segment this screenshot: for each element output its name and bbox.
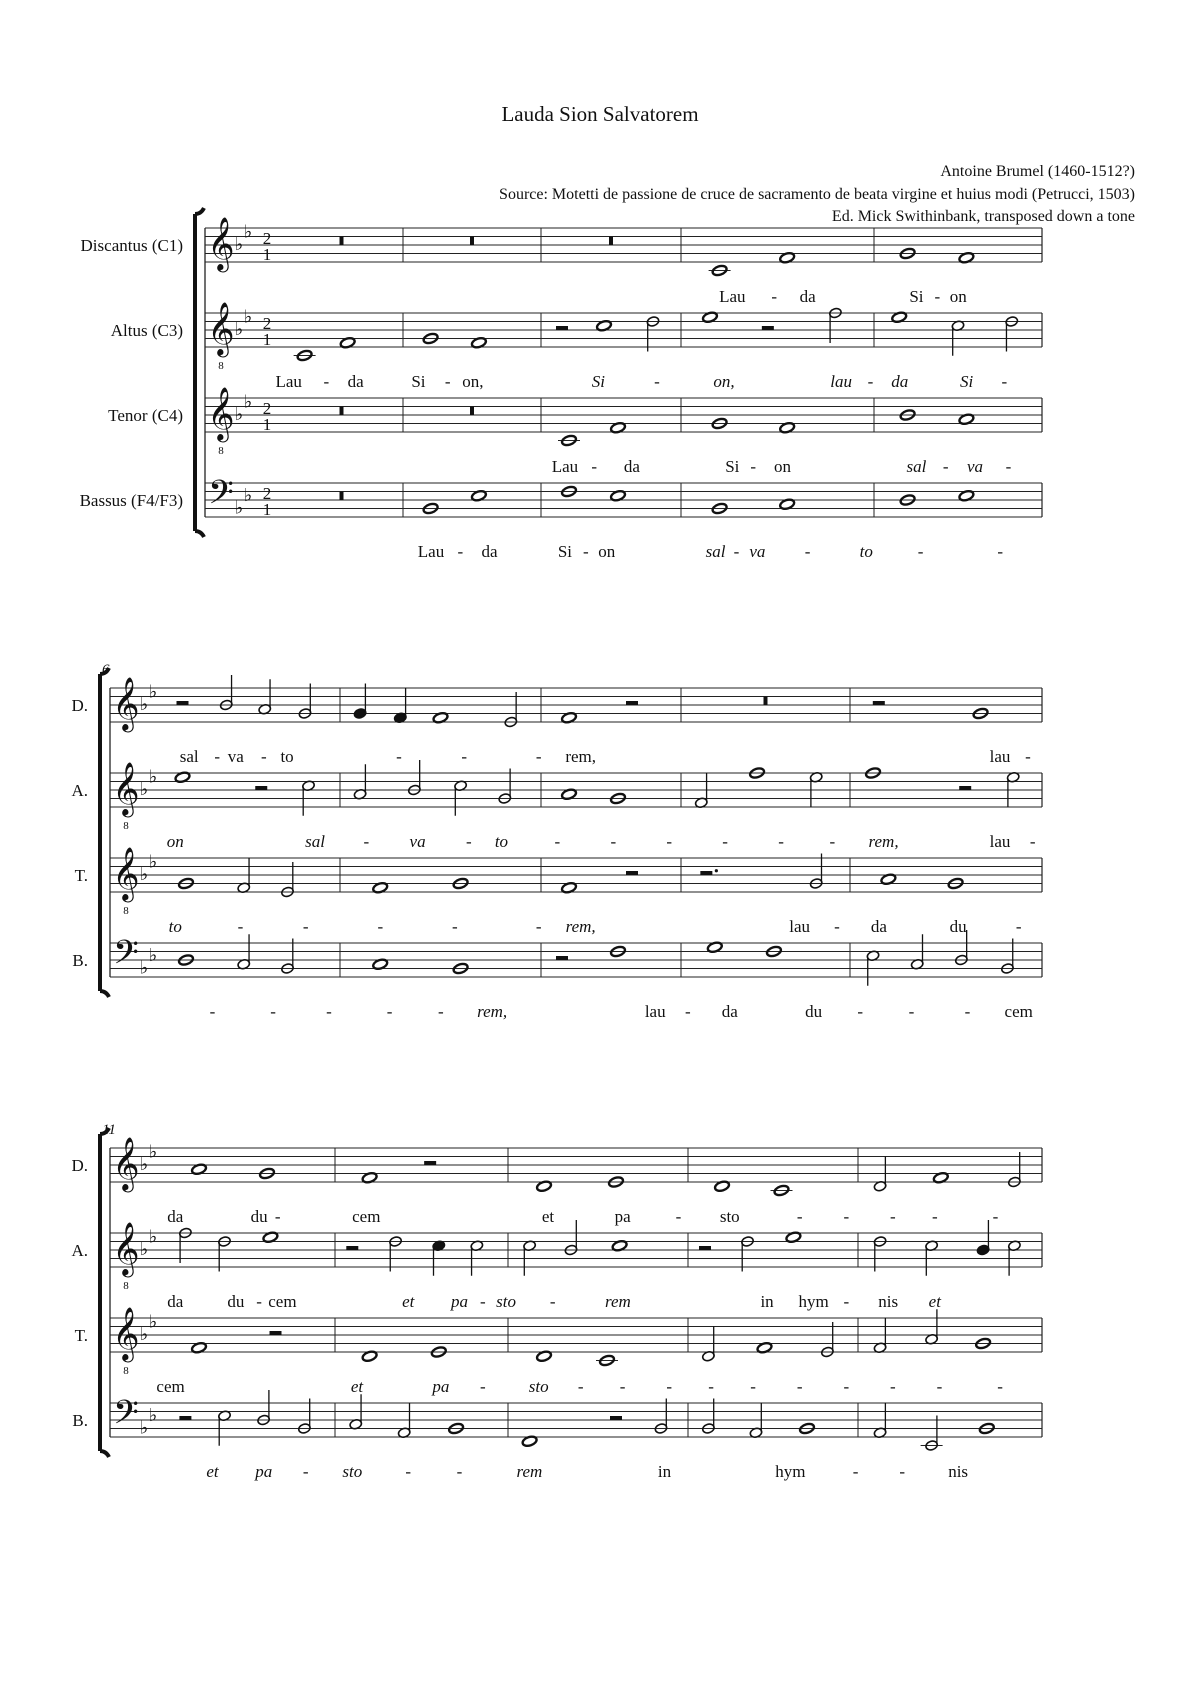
breve-rest	[470, 407, 474, 416]
lyric-syllable: nis	[948, 1462, 969, 1481]
bass-clef-icon: 𝄢	[113, 934, 139, 979]
system-bracket	[100, 668, 109, 997]
lyric-syllable: -	[796, 1377, 803, 1396]
flat-sign-icon: ♭	[139, 779, 149, 799]
lyric-syllable: -	[964, 1002, 971, 1021]
lyric-syllable: -	[931, 1207, 938, 1226]
lyric-syllable: -	[750, 1377, 756, 1396]
lyric-syllable: du	[805, 1002, 823, 1021]
lyric-syllable: -	[936, 1377, 943, 1396]
lyric-syllable: -	[209, 1002, 216, 1021]
instrument-name: Altus (C3)	[110, 321, 183, 340]
half-rest	[424, 1161, 436, 1165]
lyric-syllable: to	[859, 542, 873, 561]
lyric-syllable: to	[494, 832, 509, 851]
breve-rest	[340, 492, 344, 501]
lyric-syllable: da	[721, 1002, 738, 1021]
lyric-syllable: -	[535, 917, 542, 936]
lyric-syllable: Lau	[417, 542, 445, 561]
composer-credit: Antoine Brumel (1460-1512?)	[940, 163, 1135, 180]
lyric-syllable: -	[654, 372, 660, 391]
lyric-syllable: sto	[496, 1292, 517, 1311]
lyric-syllable: sto	[719, 1207, 740, 1226]
flat-sign-icon: ♭	[234, 319, 244, 339]
lyric-syllable: -	[396, 747, 402, 766]
lyric-syllable: da	[870, 917, 887, 936]
lyric-syllable: va	[227, 747, 244, 766]
lyric-syllable: -	[834, 917, 840, 936]
lyric-syllable: -	[444, 372, 451, 391]
lyric-syllable: -	[1015, 917, 1022, 936]
flat-sign-icon: ♭	[139, 1154, 149, 1174]
lyric-syllable: -	[323, 372, 330, 391]
lyric-syllable: -	[554, 832, 561, 851]
flat-sign-icon: ♭	[148, 681, 158, 702]
staff	[108, 387, 1042, 476]
flat-sign-icon: ♭	[148, 851, 158, 872]
lyric-syllable: -	[479, 1377, 486, 1396]
staff	[71, 760, 1042, 851]
bass-clef-icon: 𝄢	[113, 1394, 139, 1439]
staff	[71, 1220, 1042, 1311]
lyric-syllable: on	[949, 287, 967, 306]
lyric-syllable: lau	[989, 747, 1011, 766]
lyric-syllable: Lau	[719, 287, 746, 306]
half-rest	[626, 871, 638, 875]
lyric-syllable: on,	[462, 372, 484, 391]
lyric-syllable: -	[302, 1462, 309, 1481]
lyric-syllable: da	[799, 287, 816, 306]
instrument-name: A.	[71, 1241, 88, 1260]
lyric-syllable: da	[623, 457, 640, 476]
lyric-syllable: -	[479, 1292, 486, 1311]
lyric-syllable: -	[377, 917, 384, 936]
lyric-syllable: rem	[516, 1462, 543, 1481]
flat-sign-icon: ♭	[139, 694, 149, 714]
editor-credit: Ed. Mick Swithinbank, transposed down a tone	[831, 208, 1135, 225]
lyric-syllable: lau	[989, 832, 1011, 851]
lyric-syllable: lau	[830, 372, 852, 391]
lyric-syllable: rem,	[565, 747, 597, 766]
lyric-syllable: -	[997, 1377, 1003, 1396]
lyric-syllable: -	[804, 542, 811, 561]
breve-rest	[470, 237, 474, 246]
staff	[111, 302, 1042, 391]
treble-clef-icon: 𝄞	[112, 1138, 140, 1189]
lyric-syllable: on	[774, 457, 792, 476]
lyric-syllable: -	[890, 1207, 896, 1226]
staff	[81, 217, 1042, 306]
source-credit: Source: Motetti de passione de cruce de sacramento de beata virgine et huius modi (Petrucci, 1503)	[499, 186, 1135, 203]
lyric-syllable: -	[326, 1002, 332, 1021]
half-rest	[626, 701, 638, 705]
breve-rest	[609, 237, 613, 246]
instrument-name: Discantus (C1)	[80, 236, 183, 255]
staff	[75, 1307, 1042, 1396]
lyric-syllable: -	[796, 1207, 803, 1226]
lyric-syllable: -	[405, 1462, 412, 1481]
lyric-syllable: -	[214, 747, 221, 766]
lyric-syllable: -	[867, 372, 874, 391]
lyric-syllable: lau	[644, 1002, 666, 1021]
lyric-syllable: du	[949, 917, 967, 936]
lyric-syllable: du	[250, 1207, 268, 1226]
lyric-syllable: cem	[1004, 1002, 1033, 1021]
lyric-syllable: -	[843, 1377, 850, 1396]
flat-sign-icon: ♭	[243, 221, 253, 242]
half-rest	[255, 786, 267, 790]
measure-number: 11	[102, 1122, 116, 1138]
lyric-syllable: Si	[960, 372, 974, 391]
lyric-syllable: cem	[156, 1377, 185, 1396]
system	[80, 208, 1042, 561]
lyric-syllable: pa	[451, 1292, 468, 1311]
lyric-syllable: rem,	[477, 1002, 508, 1021]
treble-clef-icon: 𝄞	[207, 388, 235, 439]
lyric-syllable: -	[675, 1207, 682, 1226]
lyric-syllable: va	[967, 457, 984, 476]
half-rest	[873, 701, 885, 705]
lyric-syllable: -	[771, 287, 777, 306]
lyric-syllable: cem	[268, 1292, 297, 1311]
lyric-syllable: -	[452, 917, 458, 936]
half-rest	[556, 956, 568, 960]
octave-marking: 8	[218, 360, 224, 372]
lyric-syllable: da	[891, 372, 909, 391]
lyric-syllable: -	[591, 457, 598, 476]
lyric-syllable: to	[168, 917, 182, 936]
lyric-syllable: du	[227, 1292, 245, 1311]
lyric-syllable: -	[733, 542, 740, 561]
lyric-syllable: on	[598, 542, 616, 561]
lyric-syllable: et	[928, 1292, 941, 1311]
lyric-syllable: sal	[305, 832, 325, 851]
lyric-syllable: -	[843, 1292, 850, 1311]
lyric-syllable: da	[167, 1207, 184, 1226]
instrument-name: D.	[71, 1156, 88, 1175]
lyric-syllable: va	[749, 542, 766, 561]
instrument-name: Tenor (C4)	[108, 406, 183, 425]
system	[71, 662, 1042, 1021]
lyric-syllable: Si	[909, 287, 924, 306]
staff	[72, 1390, 1042, 1481]
staff	[72, 930, 1042, 1021]
lyric-syllable: -	[917, 542, 924, 561]
instrument-name: Bassus (F4/F3)	[79, 491, 183, 510]
lyric-syllable: sal	[179, 747, 199, 766]
flat-sign-icon: ♭	[148, 1226, 158, 1247]
half-rest	[346, 1246, 358, 1250]
time-signature-lower: 1	[262, 500, 272, 519]
lyric-syllable: -	[908, 1002, 915, 1021]
lyric-syllable: hym	[775, 1462, 806, 1481]
lyric-syllable: -	[899, 1462, 906, 1481]
lyric-syllable: in	[657, 1462, 672, 1481]
lyric-syllable: -	[843, 1207, 850, 1226]
lyric-syllable: -	[456, 1462, 463, 1481]
lyric-syllable: on,	[713, 372, 735, 391]
flat-sign-icon: ♭	[148, 1311, 158, 1332]
lyric-syllable: -	[890, 1377, 896, 1396]
lyric-syllable: et	[402, 1292, 415, 1311]
lyric-syllable: et	[541, 1207, 555, 1226]
lyric-syllable: -	[260, 747, 267, 766]
lyric-syllable: to	[280, 747, 294, 766]
lyric-syllable: -	[274, 1207, 281, 1226]
octave-marking: 8	[123, 905, 129, 917]
lyric-syllable: on	[166, 832, 184, 851]
lyric-syllable: rem	[605, 1292, 631, 1311]
lyric-syllable: -	[619, 1377, 626, 1396]
lyric-syllable: -	[256, 1292, 262, 1311]
lyric-syllable: -	[582, 542, 589, 561]
lyric-syllable: cem	[352, 1207, 381, 1226]
lyric-syllable: -	[577, 1377, 584, 1396]
time-signature-lower: 1	[262, 245, 272, 264]
instrument-name: T.	[74, 866, 88, 885]
lyric-syllable: va	[409, 832, 426, 851]
lyric-syllable: -	[934, 287, 941, 306]
lyric-syllable: -	[270, 1002, 276, 1021]
system	[71, 1122, 1042, 1481]
lyric-syllable: -	[386, 1002, 393, 1021]
lyric-syllable: sal	[705, 542, 726, 561]
flat-sign-icon: ♭	[148, 1141, 158, 1162]
treble-clef-icon: 𝄞	[207, 218, 235, 269]
flat-sign-icon: ♭	[234, 497, 244, 518]
flat-sign-icon: ♭	[243, 484, 253, 505]
lyric-syllable: -	[942, 457, 949, 476]
flat-sign-icon: ♭	[234, 404, 244, 424]
time-signature-lower: 1	[262, 330, 272, 349]
breve-rest	[340, 237, 344, 246]
treble-clef-icon: 𝄞	[112, 763, 140, 814]
instrument-name: T.	[74, 1326, 88, 1345]
lyric-syllable: -	[237, 917, 244, 936]
flat-sign-icon: ♭	[139, 1239, 149, 1259]
flat-sign-icon: ♭	[139, 864, 149, 884]
half-rest	[959, 786, 971, 790]
system-bracket	[100, 1128, 109, 1457]
octave-marking: 8	[218, 445, 224, 457]
lyric-syllable: -	[666, 1377, 673, 1396]
lyric-syllable: -	[549, 1292, 556, 1311]
dot	[715, 869, 718, 872]
measure-number: 6	[102, 662, 110, 678]
lyric-syllable: -	[778, 832, 784, 851]
lyric-syllable: lau	[789, 917, 811, 936]
lyric-syllable: -	[829, 832, 836, 851]
lyric-syllable: da	[167, 1292, 184, 1311]
lyric-syllable: da	[347, 372, 364, 391]
lyric-syllable: hym	[798, 1292, 829, 1311]
lyric-syllable: -	[1029, 832, 1036, 851]
lyric-syllable: -	[750, 457, 757, 476]
lyric-syllable: -	[1005, 457, 1012, 476]
flat-sign-icon: ♭	[139, 957, 149, 978]
treble-clef-icon: 𝄞	[112, 678, 140, 729]
flat-sign-icon: ♭	[148, 944, 158, 965]
lyric-syllable: -	[722, 832, 728, 851]
half-rest	[700, 871, 712, 875]
lyric-syllable: -	[666, 832, 673, 851]
staff	[75, 847, 1042, 936]
flat-sign-icon: ♭	[243, 306, 253, 327]
lyric-syllable: et	[350, 1377, 364, 1396]
lyric-syllable: rem,	[868, 832, 899, 851]
lyric-syllable: -	[685, 1002, 691, 1021]
lyric-syllable: Si	[557, 542, 573, 561]
time-signature-upper: 2	[262, 399, 272, 418]
flat-sign-icon: ♭	[243, 391, 253, 412]
time-signature-upper: 2	[262, 314, 272, 333]
flat-sign-icon: ♭	[148, 1404, 158, 1425]
half-rest	[179, 1416, 191, 1420]
octave-marking: 8	[123, 820, 129, 832]
flat-sign-icon: ♭	[139, 1324, 149, 1344]
lyric-syllable: rem,	[565, 917, 596, 936]
time-signature-upper: 2	[262, 484, 272, 503]
staff	[71, 675, 1042, 766]
lyric-syllable: sto	[528, 1377, 549, 1396]
lyric-syllable: -	[708, 1377, 714, 1396]
instrument-name: B.	[72, 951, 88, 970]
staff	[80, 474, 1042, 561]
breve-rest	[764, 697, 768, 706]
octave-marking: 8	[123, 1365, 129, 1377]
lyric-syllable: -	[457, 542, 464, 561]
time-signature-lower: 1	[262, 415, 272, 434]
treble-clef-icon: 𝄞	[112, 1308, 140, 1359]
lyric-syllable: pa	[255, 1462, 273, 1481]
lyric-syllable: -	[992, 1207, 999, 1226]
treble-clef-icon: 𝄞	[112, 1223, 140, 1274]
lyric-syllable: pa	[432, 1377, 450, 1396]
lyric-syllable: -	[461, 747, 467, 766]
treble-clef-icon: 𝄞	[112, 848, 140, 899]
lyric-syllable: sto	[342, 1462, 363, 1481]
lyric-syllable: -	[997, 542, 1003, 561]
piece-title: Lauda Sion Salvatorem	[501, 102, 699, 126]
octave-marking: 8	[123, 1280, 129, 1292]
lyric-syllable: -	[438, 1002, 444, 1021]
lyric-syllable: -	[857, 1002, 864, 1021]
bass-clef-icon: 𝄢	[208, 474, 234, 519]
half-rest	[762, 326, 774, 330]
lyric-syllable: Si	[411, 372, 426, 391]
time-signature-upper: 2	[262, 229, 272, 248]
instrument-name: B.	[72, 1411, 88, 1430]
lyric-syllable: Lau	[275, 372, 302, 391]
breve-rest	[340, 407, 344, 416]
lyric-syllable: -	[852, 1462, 859, 1481]
flat-sign-icon: ♭	[234, 234, 244, 254]
lyric-syllable: Lau	[551, 457, 579, 476]
treble-clef-icon: 𝄞	[207, 303, 235, 354]
instrument-name: A.	[71, 781, 88, 800]
lyric-syllable: da	[481, 542, 498, 561]
half-rest	[177, 701, 189, 705]
system-bracket	[195, 208, 204, 537]
staff	[71, 1137, 1042, 1226]
lyric-syllable: nis	[878, 1292, 899, 1311]
lyric-syllable: -	[1025, 747, 1031, 766]
lyric-syllable: pa	[614, 1207, 631, 1226]
lyric-syllable: -	[465, 832, 472, 851]
lyric-syllable: in	[760, 1292, 774, 1311]
lyric-syllable: et	[206, 1462, 219, 1481]
instrument-name: D.	[71, 696, 88, 715]
lyric-syllable: -	[610, 832, 617, 851]
half-rest	[270, 1331, 282, 1335]
lyric-syllable: -	[302, 917, 309, 936]
half-rest	[556, 326, 568, 330]
lyric-syllable: Si	[591, 372, 606, 391]
lyric-syllable: -	[363, 832, 370, 851]
lyric-syllable: sal	[906, 457, 927, 476]
flat-sign-icon: ♭	[148, 766, 158, 787]
lyric-syllable: -	[1001, 372, 1008, 391]
lyric-syllable: -	[535, 747, 542, 766]
flat-sign-icon: ♭	[139, 1417, 149, 1438]
lyric-syllable: Si	[725, 457, 740, 476]
half-rest	[610, 1416, 622, 1420]
half-rest	[699, 1246, 711, 1250]
